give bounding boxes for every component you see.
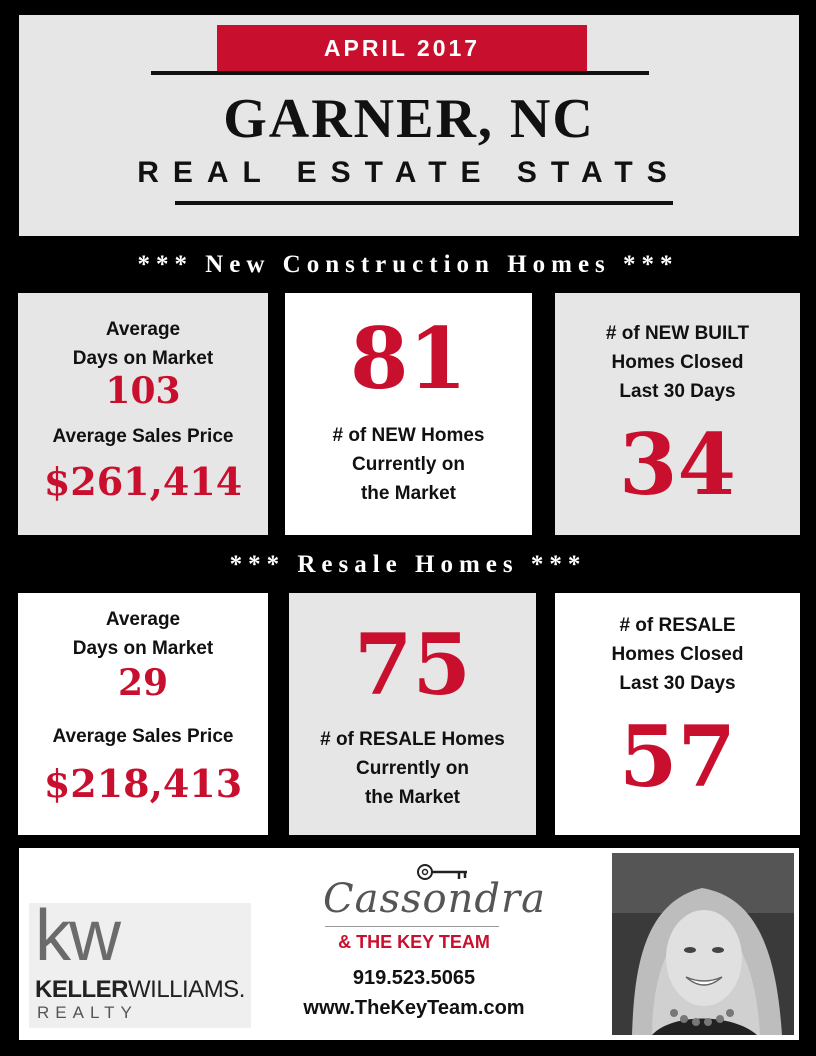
header-rule-bottom xyxy=(175,201,673,205)
new-avg-card xyxy=(18,293,268,535)
logo-team: & THE KEY TEAM xyxy=(338,932,490,952)
agent-portrait xyxy=(612,853,794,1035)
key-icon xyxy=(415,862,475,882)
new-avg-days-label: Average Days on Market xyxy=(72,319,214,369)
page-title: GARNER, NC xyxy=(223,88,595,150)
kw-name-regular: WILLIAMS. xyxy=(128,976,245,1003)
resale-avg-price-value: $218,413 xyxy=(43,761,243,806)
agent-phone[interactable]: 919.523.5065 xyxy=(352,967,476,989)
resale-closed-value: 57 xyxy=(619,707,736,806)
section-title-new-construction: *** New Construction Homes *** xyxy=(137,251,679,278)
resale-avg-price-label: Average Sales Price xyxy=(52,726,234,747)
kw-mark: kw xyxy=(35,896,119,976)
logo-divider xyxy=(325,926,499,927)
resale-closed-card xyxy=(555,593,800,835)
new-avg-days-value: 103 xyxy=(105,370,181,412)
agent-website[interactable]: www.TheKeyTeam.com xyxy=(303,997,525,1019)
new-closed-card xyxy=(555,293,800,535)
date-badge-text: APRIL 2017 xyxy=(323,35,481,61)
header-panel xyxy=(19,15,799,236)
kw-name xyxy=(35,976,245,1004)
resale-closed-label: # of RESALE Homes Closed Last 30 Days xyxy=(611,615,744,694)
resale-avg-days-value: 29 xyxy=(117,662,169,704)
resale-avg-card xyxy=(18,593,268,835)
new-closed-label: # of NEW BUILT Homes Closed Last 30 Days xyxy=(605,323,750,402)
new-on-market-value: 81 xyxy=(350,309,467,408)
new-closed-value: 34 xyxy=(619,415,736,514)
new-on-market-label: # of NEW Homes Currently on the Market xyxy=(332,425,485,504)
resale-on-market-label: # of RESALE Homes Currently on the Market xyxy=(320,729,505,808)
header-rule-top xyxy=(151,71,649,75)
kw-name-bold: KELLER xyxy=(35,976,128,1003)
date-badge xyxy=(217,25,587,71)
resale-on-market-card xyxy=(289,593,536,835)
logo-script-name: Cassondra xyxy=(323,876,546,922)
keller-williams-logo xyxy=(29,896,251,1028)
page-subtitle: REAL ESTATE STATS xyxy=(137,156,681,189)
section-title-resale: *** Resale Homes *** xyxy=(229,551,587,578)
new-avg-price-label: Average Sales Price xyxy=(52,426,234,447)
resale-avg-days-label: Average Days on Market xyxy=(72,609,214,659)
footer-panel xyxy=(19,848,799,1040)
new-avg-price-value: $261,414 xyxy=(43,459,243,504)
kw-tagline: REALTY xyxy=(37,1003,138,1022)
key-team-logo xyxy=(319,862,546,958)
resale-on-market-value: 75 xyxy=(354,615,471,714)
new-on-market-card xyxy=(285,293,532,535)
